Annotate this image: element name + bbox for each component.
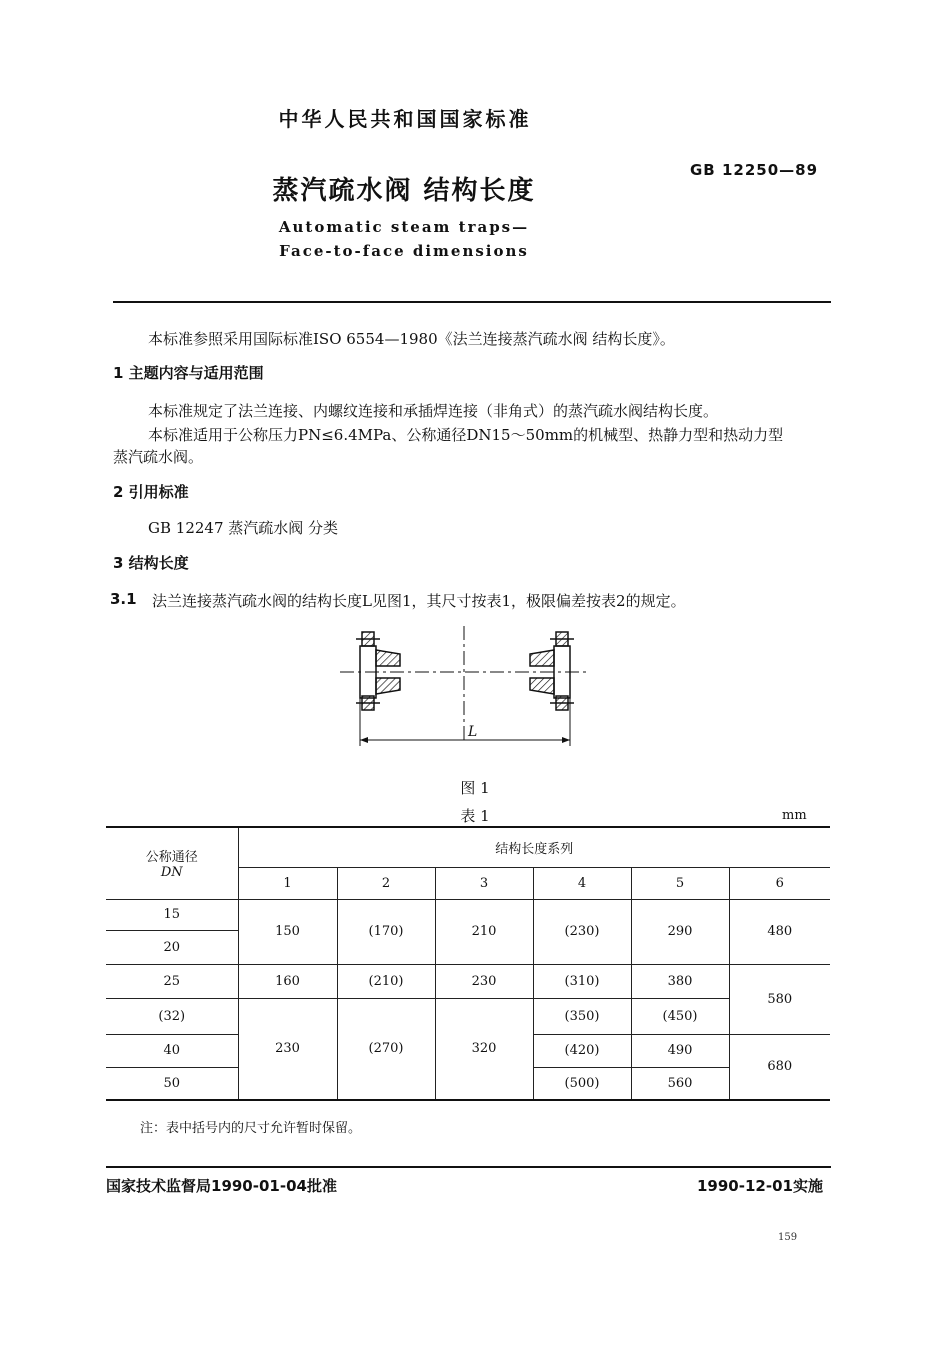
table-note: 注：表中括号内的尺寸允许暂时保留。 — [140, 1121, 362, 1136]
title-en-line1: Automatic steam traps— — [278, 218, 530, 236]
top-rule — [113, 301, 831, 303]
cell: 150 — [238, 899, 337, 964]
title-en-line2: Face-to-face dimensions — [279, 242, 529, 260]
cell: (270) — [337, 998, 435, 1100]
page-number: 159 — [778, 1232, 798, 1243]
clause-3-1-text: 法兰连接蒸汽疏水阀的结构长度L见图1，其尺寸按表1，极限偏差按表2的规定。 — [152, 592, 686, 610]
intro-paragraph: 本标准参照采用国际标准ISO 6554—1980《法兰连接蒸汽疏水阀 结构长度》。 — [148, 330, 675, 348]
bottom-rule — [106, 1166, 831, 1168]
unit-label: mm — [782, 808, 807, 823]
section-1-heading: 1 主题内容与适用范围 — [113, 364, 264, 382]
dn-cell: (32) — [106, 998, 238, 1034]
figure-1-caption: 图 1 — [460, 779, 490, 797]
table-1-caption: 表 1 — [460, 807, 490, 825]
cell: (170) — [337, 899, 435, 964]
standard-number: GB 12250—89 — [690, 161, 819, 179]
cell: 230 — [435, 964, 533, 998]
cell: 380 — [631, 964, 729, 998]
cell: 580 — [729, 964, 830, 1034]
cell: 480 — [729, 899, 830, 964]
right-flange — [530, 632, 574, 710]
cell: (210) — [337, 964, 435, 998]
issuer-approval: 国家技术监督局1990-01-04批准 — [106, 1177, 337, 1195]
dn-header: 公称通径 DN — [106, 827, 238, 899]
cell: 680 — [729, 1034, 830, 1100]
section-1-paragraph-3: 蒸汽疏水阀。 — [113, 448, 204, 466]
series-col-2: 2 — [337, 867, 435, 899]
dn-cell: 50 — [106, 1067, 238, 1100]
section-1-paragraph-1: 本标准规定了法兰连接、内螺纹连接和承插焊连接（非角式）的蒸汽疏水阀结构长度。 — [148, 402, 719, 420]
dimension-label-L: L — [468, 724, 478, 740]
effective-date: 1990-12-01实施 — [697, 1177, 823, 1195]
section-2-heading: 2 引用标准 — [113, 483, 189, 501]
title-zh: 蒸汽疏水阀 结构长度 — [272, 176, 536, 206]
section-1-paragraph-2: 本标准适用于公称压力PN≤6.4MPa、公称通径DN15～50mm的机械型、热静力型和热动力型 — [148, 426, 784, 444]
table-row — [106, 964, 830, 998]
cell: (450) — [631, 998, 729, 1034]
cell: (420) — [533, 1034, 631, 1067]
table-1 — [106, 826, 830, 1101]
dn-cell: 20 — [106, 930, 238, 964]
country-standard-heading: 中华人民共和国国家标准 — [278, 107, 532, 131]
series-col-6: 6 — [729, 867, 830, 899]
series-col-5: 5 — [631, 867, 729, 899]
cell: 320 — [435, 998, 533, 1100]
series-col-4: 4 — [533, 867, 631, 899]
cell: 160 — [238, 964, 337, 998]
cell: (230) — [533, 899, 631, 964]
series-col-1: 1 — [238, 867, 337, 899]
dn-cell: 15 — [106, 899, 238, 930]
dn-cell: 25 — [106, 964, 238, 998]
cell: 290 — [631, 899, 729, 964]
cell: (350) — [533, 998, 631, 1034]
clause-3-1-number: 3.1 — [110, 590, 137, 608]
left-flange — [356, 632, 400, 710]
table-row — [106, 899, 830, 930]
section-2-reference: GB 12247 蒸汽疏水阀 分类 — [148, 519, 339, 537]
cell: 560 — [631, 1067, 729, 1100]
cell: 230 — [238, 998, 337, 1100]
series-col-3: 3 — [435, 867, 533, 899]
series-header: 结构长度系列 — [238, 827, 830, 867]
section-3-heading: 3 结构长度 — [113, 554, 189, 572]
cell: (500) — [533, 1067, 631, 1100]
cell: 210 — [435, 899, 533, 964]
table-row — [106, 998, 830, 1034]
cell: (310) — [533, 964, 631, 998]
dn-cell: 40 — [106, 1034, 238, 1067]
cell: 490 — [631, 1034, 729, 1067]
